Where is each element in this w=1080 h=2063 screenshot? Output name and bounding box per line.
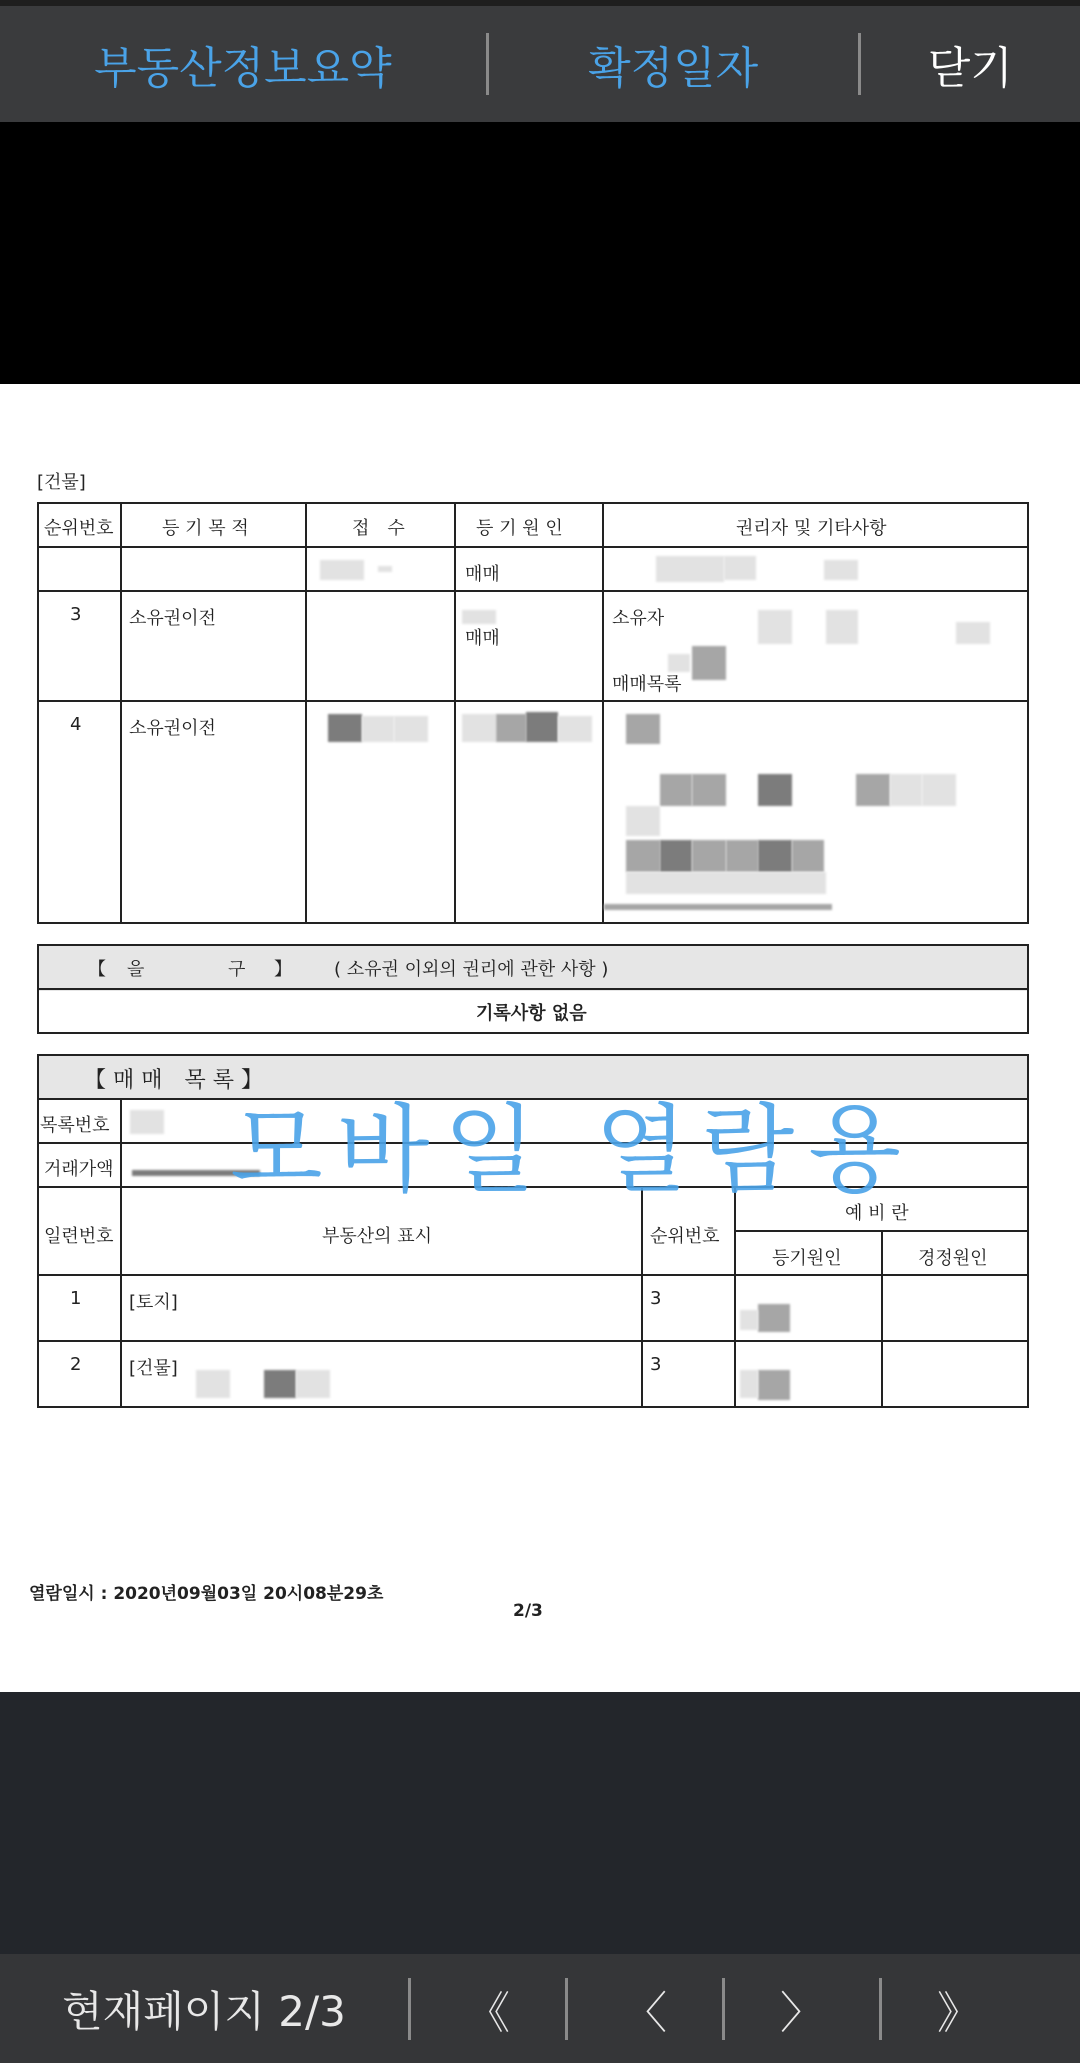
table-border bbox=[641, 1186, 643, 1408]
redacted-block bbox=[328, 714, 362, 742]
serial-cell: 2 bbox=[70, 1354, 82, 1375]
redacted-block bbox=[692, 840, 726, 872]
property-cell: [토지] bbox=[129, 1292, 178, 1313]
redacted-block bbox=[692, 646, 726, 680]
table-border bbox=[1027, 502, 1029, 924]
header-remarks: 예 비 란 bbox=[845, 1203, 909, 1224]
next-page-icon[interactable]: 〉 bbox=[780, 1987, 824, 2039]
eul-bracket-open: 【 bbox=[88, 959, 106, 980]
list-number-label: 목록번호 bbox=[40, 1115, 110, 1136]
header-rights-holder: 권리자 및 기타사항 bbox=[736, 518, 887, 539]
first-page-icon[interactable]: 《 bbox=[466, 1987, 510, 2039]
redacted-block bbox=[462, 610, 496, 624]
rank-cell: 4 bbox=[70, 714, 82, 735]
current-page-label: 현재페이지 2/3 bbox=[62, 1986, 346, 2036]
redacted-block bbox=[526, 712, 558, 742]
header-rank: 순위번호 bbox=[44, 518, 114, 539]
redacted-block bbox=[956, 622, 990, 644]
mobile-view-watermark: 모바일 열람용 bbox=[230, 1094, 915, 1206]
redacted-block bbox=[362, 716, 394, 742]
rank-cell: 3 bbox=[650, 1354, 662, 1375]
table-border bbox=[602, 502, 604, 924]
redacted-block bbox=[758, 840, 792, 872]
cause-cell: 매매 bbox=[465, 628, 500, 649]
redacted-block bbox=[626, 840, 660, 872]
redacted-block bbox=[264, 1370, 296, 1398]
table-border bbox=[37, 590, 1029, 592]
redacted-block bbox=[196, 1370, 230, 1398]
table-border bbox=[37, 502, 1029, 504]
redacted-block bbox=[558, 716, 592, 742]
table-border bbox=[734, 1186, 736, 1408]
header-serial: 일련번호 bbox=[44, 1226, 114, 1247]
table-border bbox=[37, 700, 1029, 702]
eul-description: ( 소유권 이외의 권리에 관한 사항 ) bbox=[334, 959, 609, 980]
redacted-block bbox=[626, 714, 660, 744]
viewer-background bbox=[0, 122, 1080, 384]
redacted-block bbox=[856, 774, 890, 806]
redacted-block bbox=[130, 1110, 164, 1134]
table-border bbox=[881, 1230, 883, 1408]
redacted-block bbox=[890, 774, 922, 806]
redacted-block bbox=[626, 872, 826, 894]
table-border bbox=[305, 502, 307, 924]
header-property: 부동산의 표시 bbox=[322, 1226, 433, 1247]
table-border bbox=[37, 1054, 1029, 1056]
table-border bbox=[37, 1032, 1029, 1034]
rank-cell: 3 bbox=[650, 1288, 662, 1309]
table-border bbox=[120, 1186, 122, 1408]
redacted-block bbox=[922, 774, 956, 806]
table-border bbox=[37, 922, 1029, 924]
sale-list-label: 매매목록 bbox=[612, 674, 682, 695]
redacted-block bbox=[320, 560, 364, 580]
redacted-block bbox=[462, 714, 496, 742]
sale-list-title: 【 매 매 목 록 】 bbox=[84, 1068, 263, 1093]
header-cause: 등 기 원 인 bbox=[476, 518, 563, 539]
table-border bbox=[120, 502, 122, 924]
redacted-block bbox=[656, 556, 724, 582]
eul-title-gu: 구 bbox=[228, 959, 246, 980]
property-cell: [건물] bbox=[129, 1358, 178, 1379]
previous-page-icon[interactable]: 〈 bbox=[623, 1987, 667, 2039]
redacted-block bbox=[758, 1370, 790, 1400]
table-border bbox=[1027, 944, 1029, 1034]
redacted-block bbox=[692, 774, 726, 806]
redacted-block bbox=[378, 566, 392, 572]
redacted-block bbox=[660, 774, 692, 806]
rank-cell: 3 bbox=[70, 604, 82, 625]
redacted-block bbox=[758, 774, 792, 806]
redacted-block bbox=[758, 610, 792, 644]
redacted-block bbox=[724, 556, 756, 580]
close-button[interactable]: 닫기 bbox=[927, 43, 1013, 94]
property-summary-button[interactable]: 부동산정보요약 bbox=[94, 43, 392, 94]
purpose-cell: 소유권이전 bbox=[129, 718, 216, 739]
eul-bracket-close: 】 bbox=[274, 959, 292, 980]
redacted-block bbox=[660, 840, 692, 872]
redacted-block bbox=[604, 904, 832, 910]
table-border bbox=[120, 1098, 122, 1186]
table-border bbox=[37, 944, 1029, 946]
redacted-block bbox=[394, 716, 428, 742]
redacted-block bbox=[826, 610, 858, 644]
redacted-block bbox=[726, 840, 758, 872]
top-toolbar bbox=[0, 0, 1080, 122]
pagination-bar bbox=[0, 1954, 1080, 2063]
confirmation-date-button[interactable]: 확정일자 bbox=[588, 43, 759, 94]
table-border bbox=[1027, 1054, 1029, 1408]
header-registration-cause: 등기원인 bbox=[772, 1248, 842, 1269]
table-border bbox=[37, 988, 1029, 990]
table-border bbox=[37, 502, 39, 924]
trade-price-label: 거래가액 bbox=[44, 1159, 114, 1180]
header-purpose: 등 기 목 적 bbox=[162, 518, 249, 539]
eul-title-eul: 을 bbox=[127, 959, 145, 980]
last-page-icon[interactable]: 》 bbox=[937, 1987, 981, 2039]
purpose-cell: 소유권이전 bbox=[129, 608, 216, 629]
header-receipt: 접 수 bbox=[352, 518, 405, 539]
page-indicator: 2/3 bbox=[513, 1601, 543, 1621]
table-border bbox=[37, 944, 39, 1034]
owner-label: 소유자 bbox=[612, 608, 665, 629]
viewer-background bbox=[0, 1692, 1080, 1954]
redacted-block bbox=[740, 1370, 758, 1398]
view-datetime: 열람일시 : 2020년09월03일 20시08분29초 bbox=[29, 1584, 384, 1604]
table-border bbox=[37, 546, 1029, 548]
section-title: [건물] bbox=[37, 472, 86, 493]
header-correction-cause: 경정원인 bbox=[918, 1248, 988, 1269]
register-document-page bbox=[0, 384, 1080, 1692]
redacted-block bbox=[740, 1310, 758, 1330]
redacted-block bbox=[296, 1370, 330, 1398]
redacted-block bbox=[496, 714, 526, 742]
redacted-block bbox=[792, 840, 824, 872]
redacted-block bbox=[626, 806, 660, 836]
cause-cell: 매매 bbox=[465, 564, 500, 585]
header-rank: 순위번호 bbox=[650, 1226, 720, 1247]
redacted-block bbox=[824, 560, 858, 580]
table-border bbox=[454, 502, 456, 924]
table-border bbox=[37, 1054, 39, 1408]
redacted-block bbox=[758, 1304, 790, 1332]
no-records-text: 기록사항 없음 bbox=[476, 1003, 587, 1024]
serial-cell: 1 bbox=[70, 1288, 82, 1309]
